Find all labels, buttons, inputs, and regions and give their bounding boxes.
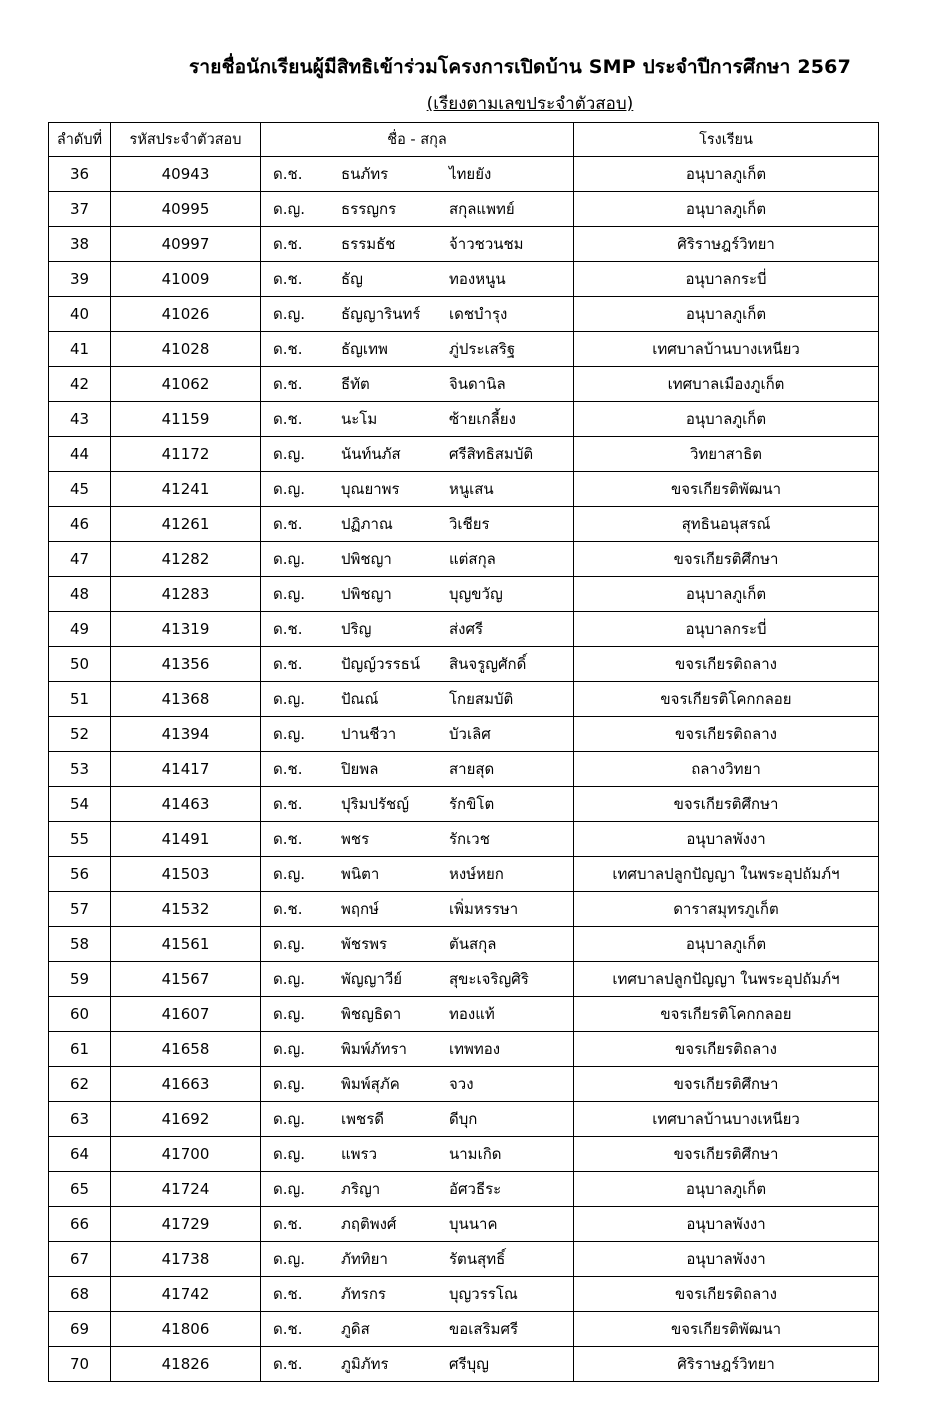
cell-school: อนุบาลพังงา <box>574 822 879 857</box>
cell-exam-id: 41607 <box>111 997 261 1032</box>
last-name: โกยสมบัติ <box>449 690 514 708</box>
last-name: รักเวช <box>449 830 490 848</box>
cell-school: วิทยาสาธิต <box>574 437 879 472</box>
table-row <box>49 962 879 997</box>
last-name: ภู่ประเสริฐ <box>449 340 516 358</box>
first-name: ภัททิยา <box>341 1250 388 1268</box>
first-name: ธรรมธัช <box>341 235 396 253</box>
name-prefix: ด.ญ. <box>273 690 306 708</box>
first-name: พิชญธิดา <box>341 1005 402 1023</box>
cell-school: ขจรเกียรติศึกษา <box>574 1137 879 1172</box>
table-row <box>49 332 879 367</box>
table-row <box>49 997 879 1032</box>
last-name: สกุลแพทย์ <box>449 200 515 218</box>
cell-exam-id: 41283 <box>111 577 261 612</box>
cell-name <box>261 647 574 682</box>
name-prefix: ด.ญ. <box>273 1040 306 1058</box>
cell-name <box>261 927 574 962</box>
table-row <box>49 192 879 227</box>
cell-name <box>261 892 574 927</box>
cell-school: อนุบาลภูเก็ต <box>574 927 879 962</box>
name-prefix: ด.ญ. <box>273 970 306 988</box>
name-prefix: ด.ช. <box>273 410 303 428</box>
cell-exam-id: 41009 <box>111 262 261 297</box>
cell-exam-id: 41729 <box>111 1207 261 1242</box>
cell-no: 57 <box>49 892 111 927</box>
name-prefix: ด.ญ. <box>273 1110 306 1128</box>
cell-exam-id: 41062 <box>111 367 261 402</box>
cell-exam-id: 41368 <box>111 682 261 717</box>
first-name: นันท์นภัส <box>341 445 401 463</box>
first-name: ปริญ <box>341 620 372 638</box>
cell-no: 53 <box>49 752 111 787</box>
cell-school: อนุบาลภูเก็ต <box>574 402 879 437</box>
name-prefix: ด.ช. <box>273 795 303 813</box>
cell-school: เทศบาลปลูกปัญญา ในพระอุปถัมภ์ฯ <box>574 962 879 997</box>
name-prefix: ด.ญ. <box>273 1180 306 1198</box>
cell-exam-id: 41356 <box>111 647 261 682</box>
last-name: ส่งศรี <box>449 620 484 638</box>
cell-school: ขจรเกียรติถลาง <box>574 647 879 682</box>
last-name: ทองหนูน <box>449 270 506 288</box>
last-name: รัตนสุทธิ์ <box>449 1250 506 1268</box>
table-row <box>49 1172 879 1207</box>
cell-exam-id: 41742 <box>111 1277 261 1312</box>
header-no: ลำดับที่ <box>49 123 111 157</box>
name-prefix: ด.ญ. <box>273 1005 306 1023</box>
table-row <box>49 787 879 822</box>
cell-school: เทศบาลปลูกปัญญา ในพระอุปถัมภ์ฯ <box>574 857 879 892</box>
table-body <box>49 157 879 1382</box>
cell-school: สุทธินอนุสรณ์ <box>574 507 879 542</box>
cell-school: ดาราสมุทรภูเก็ต <box>574 892 879 927</box>
table-row <box>49 927 879 962</box>
cell-exam-id: 41028 <box>111 332 261 367</box>
cell-name <box>261 262 574 297</box>
cell-no: 38 <box>49 227 111 262</box>
name-prefix: ด.ช. <box>273 1285 303 1303</box>
cell-name <box>261 787 574 822</box>
first-name: ปุริมปรัชญ์ <box>341 795 410 813</box>
table-row <box>49 157 879 192</box>
first-name: เพชรดี <box>341 1110 384 1128</box>
cell-no: 62 <box>49 1067 111 1102</box>
last-name: เพิ่มหรรษา <box>449 900 519 918</box>
cell-exam-id: 41463 <box>111 787 261 822</box>
last-name: ดีบุก <box>449 1110 478 1128</box>
cell-school: เทศบาลบ้านบางเหนียว <box>574 332 879 367</box>
cell-school: ขจรเกียรติถลาง <box>574 1032 879 1067</box>
cell-no: 69 <box>49 1312 111 1347</box>
cell-school: อนุบาลภูเก็ต <box>574 157 879 192</box>
last-name: ทองแท้ <box>449 1005 495 1023</box>
table-row <box>49 507 879 542</box>
cell-name <box>261 717 574 752</box>
last-name: สายสุด <box>449 760 495 778</box>
first-name: บุณยาพร <box>341 480 400 498</box>
cell-exam-id: 41663 <box>111 1067 261 1102</box>
cell-name <box>261 297 574 332</box>
cell-no: 48 <box>49 577 111 612</box>
cell-exam-id: 41826 <box>111 1347 261 1382</box>
table-row <box>49 1067 879 1102</box>
name-prefix: ด.ญ. <box>273 550 306 568</box>
cell-school: อนุบาลภูเก็ต <box>574 1172 879 1207</box>
page-title-text: รายชื่อนักเรียนผู้มีสิทธิเข้าร่วมโครงการเปิดบ้าน SMP ประจำปีการศึกษา 2567 <box>188 56 852 78</box>
cell-no: 59 <box>49 962 111 997</box>
cell-no: 50 <box>49 647 111 682</box>
table-row <box>49 647 879 682</box>
name-prefix: ด.ญ. <box>273 935 306 953</box>
page-title <box>0 52 936 82</box>
last-name: วิเชียร <box>449 515 490 533</box>
first-name: พนิตา <box>341 865 380 883</box>
name-prefix: ด.ช. <box>273 1320 303 1338</box>
first-name: พิมพ์ภัทรา <box>341 1040 407 1058</box>
last-name: จ้าวชวนชม <box>449 235 524 253</box>
first-name: พิมพ์สุภัค <box>341 1075 400 1093</box>
first-name: นะโม <box>341 410 378 428</box>
last-name: เทพทอง <box>449 1040 501 1058</box>
page-subtitle-text: (เรียงตามเลขประจำตัวสอบ) <box>426 94 634 114</box>
cell-exam-id: 41319 <box>111 612 261 647</box>
cell-exam-id: 41532 <box>111 892 261 927</box>
table-row <box>49 227 879 262</box>
last-name: หงษ์หยก <box>449 865 504 883</box>
cell-name <box>261 1172 574 1207</box>
cell-no: 37 <box>49 192 111 227</box>
name-prefix: ด.ช. <box>273 1355 303 1373</box>
first-name: แพรว <box>341 1145 378 1163</box>
table-row <box>49 1242 879 1277</box>
cell-school: อนุบาลพังงา <box>574 1242 879 1277</box>
cell-no: 44 <box>49 437 111 472</box>
table-row <box>49 857 879 892</box>
cell-exam-id: 41159 <box>111 402 261 437</box>
student-table <box>48 122 879 1382</box>
cell-name <box>261 192 574 227</box>
first-name: ภูมิภัทร <box>341 1355 389 1373</box>
cell-no: 42 <box>49 367 111 402</box>
name-prefix: ด.ญ. <box>273 305 306 323</box>
last-name: ขอเสริมศรี <box>449 1320 519 1338</box>
first-name: ธัญเทพ <box>341 340 388 358</box>
table-row <box>49 682 879 717</box>
last-name: บุญวรรโณ <box>449 1285 518 1303</box>
cell-exam-id: 41261 <box>111 507 261 542</box>
first-name: ปัณณ์ <box>341 690 379 708</box>
cell-school: ขจรเกียรติศึกษา <box>574 787 879 822</box>
header-exam-id: รหัสประจำตัวสอบ <box>111 123 261 157</box>
cell-name <box>261 1032 574 1067</box>
cell-school: ขจรเกียรติโคกกลอย <box>574 997 879 1032</box>
cell-no: 47 <box>49 542 111 577</box>
cell-name <box>261 542 574 577</box>
cell-exam-id: 41692 <box>111 1102 261 1137</box>
first-name: ปฏิภาณ <box>341 515 393 533</box>
cell-exam-id: 41394 <box>111 717 261 752</box>
name-prefix: ด.ช. <box>273 620 303 638</box>
table-row <box>49 367 879 402</box>
cell-school: ถลางวิทยา <box>574 752 879 787</box>
name-prefix: ด.ช. <box>273 515 303 533</box>
cell-name <box>261 367 574 402</box>
first-name: ปานชีวา <box>341 725 397 743</box>
cell-name <box>261 472 574 507</box>
last-name: ไทยยัง <box>449 165 492 183</box>
cell-name <box>261 962 574 997</box>
last-name: สุขะเจริญศิริ <box>449 970 529 988</box>
table-row <box>49 1347 879 1382</box>
table-row <box>49 1102 879 1137</box>
last-name: บุนนาค <box>449 1215 498 1233</box>
cell-no: 40 <box>49 297 111 332</box>
cell-exam-id: 41700 <box>111 1137 261 1172</box>
last-name: รักขิโต <box>449 795 495 813</box>
first-name: ธนภัทร <box>341 165 389 183</box>
cell-name <box>261 157 574 192</box>
cell-no: 52 <box>49 717 111 752</box>
cell-name <box>261 822 574 857</box>
name-prefix: ด.ช. <box>273 1215 303 1233</box>
name-prefix: ด.ญ. <box>273 480 306 498</box>
cell-exam-id: 41658 <box>111 1032 261 1067</box>
table-row <box>49 402 879 437</box>
cell-name <box>261 612 574 647</box>
cell-no: 63 <box>49 1102 111 1137</box>
last-name: แต่สกุล <box>449 550 496 568</box>
cell-name <box>261 1207 574 1242</box>
first-name: พัชรพร <box>341 935 388 953</box>
cell-name <box>261 1312 574 1347</box>
last-name: หนูเสน <box>449 480 494 498</box>
cell-name <box>261 997 574 1032</box>
cell-no: 66 <box>49 1207 111 1242</box>
cell-school: ขจรเกียรติศึกษา <box>574 542 879 577</box>
page-subtitle <box>0 90 936 117</box>
name-prefix: ด.ช. <box>273 375 303 393</box>
cell-school: อนุบาลพังงา <box>574 1207 879 1242</box>
last-name: จินดานิล <box>449 375 506 393</box>
last-name: ศรีบุญ <box>449 1355 489 1373</box>
cell-no: 55 <box>49 822 111 857</box>
cell-exam-id: 41172 <box>111 437 261 472</box>
cell-no: 64 <box>49 1137 111 1172</box>
table-row <box>49 262 879 297</box>
cell-school: ขจรเกียรติถลาง <box>574 717 879 752</box>
cell-no: 51 <box>49 682 111 717</box>
cell-name <box>261 1347 574 1382</box>
first-name: ภริญา <box>341 1180 381 1198</box>
cell-no: 58 <box>49 927 111 962</box>
first-name: ธรรญกร <box>341 200 397 218</box>
cell-school: อนุบาลภูเก็ต <box>574 297 879 332</box>
cell-name <box>261 577 574 612</box>
cell-name <box>261 402 574 437</box>
table-row <box>49 437 879 472</box>
table-row <box>49 297 879 332</box>
name-prefix: ด.ญ. <box>273 585 306 603</box>
cell-exam-id: 41026 <box>111 297 261 332</box>
cell-name <box>261 437 574 472</box>
table-row <box>49 1207 879 1242</box>
cell-no: 41 <box>49 332 111 367</box>
cell-exam-id: 41724 <box>111 1172 261 1207</box>
cell-no: 67 <box>49 1242 111 1277</box>
cell-no: 43 <box>49 402 111 437</box>
name-prefix: ด.ญ. <box>273 200 306 218</box>
cell-name <box>261 1242 574 1277</box>
cell-exam-id: 41567 <box>111 962 261 997</box>
cell-exam-id: 40943 <box>111 157 261 192</box>
cell-school: อนุบาลภูเก็ต <box>574 577 879 612</box>
header-name: ชื่อ - สกุล <box>261 123 574 157</box>
table-row <box>49 717 879 752</box>
last-name: บุญขวัญ <box>449 585 503 603</box>
first-name: พัญญาวีย์ <box>341 970 403 988</box>
cell-no: 45 <box>49 472 111 507</box>
cell-school: ศิริราษฎร์วิทยา <box>574 227 879 262</box>
cell-name <box>261 1102 574 1137</box>
first-name: ปิยพล <box>341 760 379 778</box>
first-name: พฤกษ์ <box>341 900 379 918</box>
cell-exam-id: 40995 <box>111 192 261 227</box>
cell-school: ขจรเกียรติพัฒนา <box>574 472 879 507</box>
cell-school: ขจรเกียรติถลาง <box>574 1277 879 1312</box>
cell-name <box>261 1277 574 1312</box>
first-name: ธัญ <box>341 270 363 288</box>
first-name: พชร <box>341 830 370 848</box>
name-prefix: ด.ช. <box>273 165 303 183</box>
table-row <box>49 1277 879 1312</box>
cell-name <box>261 507 574 542</box>
first-name: ภัทรกร <box>341 1285 386 1303</box>
table-row <box>49 577 879 612</box>
cell-school: เทศบาลเมืองภูเก็ต <box>574 367 879 402</box>
cell-no: 65 <box>49 1172 111 1207</box>
first-name: ปพิชญา <box>341 550 392 568</box>
name-prefix: ด.ญ. <box>273 865 306 883</box>
name-prefix: ด.ญ. <box>273 1250 306 1268</box>
name-prefix: ด.ช. <box>273 270 303 288</box>
name-prefix: ด.ช. <box>273 900 303 918</box>
name-prefix: ด.ช. <box>273 760 303 778</box>
cell-no: 61 <box>49 1032 111 1067</box>
name-prefix: ด.ญ. <box>273 1145 306 1163</box>
table-row <box>49 1032 879 1067</box>
last-name: อัศวธีระ <box>449 1180 502 1198</box>
name-prefix: ด.ญ. <box>273 1075 306 1093</box>
last-name: ซ้ายเกลี้ยง <box>449 410 516 428</box>
table-row <box>49 1137 879 1172</box>
cell-no: 60 <box>49 997 111 1032</box>
cell-exam-id: 41806 <box>111 1312 261 1347</box>
cell-no: 70 <box>49 1347 111 1382</box>
cell-name <box>261 857 574 892</box>
last-name: สินจรูญศักดิ์ <box>449 655 527 673</box>
last-name: นามเกิด <box>449 1145 502 1163</box>
cell-school: อนุบาลกระบี่ <box>574 612 879 647</box>
cell-exam-id: 41561 <box>111 927 261 962</box>
cell-exam-id: 41738 <box>111 1242 261 1277</box>
last-name: เดชบำรุง <box>449 305 508 323</box>
table-row <box>49 752 879 787</box>
cell-name <box>261 752 574 787</box>
cell-no: 36 <box>49 157 111 192</box>
first-name: ปพิชญา <box>341 585 392 603</box>
name-prefix: ด.ช. <box>273 235 303 253</box>
table-row <box>49 542 879 577</box>
cell-no: 49 <box>49 612 111 647</box>
table-row <box>49 1312 879 1347</box>
name-prefix: ด.ช. <box>273 655 303 673</box>
first-name: ปัญญ์วรรธน์ <box>341 655 421 673</box>
cell-no: 56 <box>49 857 111 892</box>
cell-exam-id: 40997 <box>111 227 261 262</box>
cell-no: 46 <box>49 507 111 542</box>
cell-name <box>261 1137 574 1172</box>
cell-exam-id: 41491 <box>111 822 261 857</box>
last-name: ศรีสิทธิสมบัติ <box>449 445 534 463</box>
cell-school: ขจรเกียรติศึกษา <box>574 1067 879 1102</box>
cell-name <box>261 332 574 367</box>
cell-name <box>261 682 574 717</box>
table-row <box>49 472 879 507</box>
cell-name <box>261 1067 574 1102</box>
cell-school: เทศบาลบ้านบางเหนียว <box>574 1102 879 1137</box>
cell-school: ศิริราษฎร์วิทยา <box>574 1347 879 1382</box>
first-name: ภูดิส <box>341 1320 370 1338</box>
name-prefix: ด.ญ. <box>273 725 306 743</box>
cell-exam-id: 41503 <box>111 857 261 892</box>
table-row <box>49 892 879 927</box>
cell-exam-id: 41241 <box>111 472 261 507</box>
cell-school: อนุบาลภูเก็ต <box>574 192 879 227</box>
cell-school: อนุบาลกระบี่ <box>574 262 879 297</box>
cell-no: 68 <box>49 1277 111 1312</box>
table-row <box>49 822 879 857</box>
cell-exam-id: 41417 <box>111 752 261 787</box>
table-row <box>49 612 879 647</box>
last-name: บัวเลิศ <box>449 725 491 743</box>
cell-school: ขจรเกียรติโคกกลอย <box>574 682 879 717</box>
first-name: ภฤติพงศ์ <box>341 1215 397 1233</box>
name-prefix: ด.ญ. <box>273 445 306 463</box>
last-name: ตันสกุล <box>449 935 497 953</box>
last-name: จวง <box>449 1075 474 1093</box>
cell-school: ขจรเกียรติพัฒนา <box>574 1312 879 1347</box>
first-name: ธีทัต <box>341 375 370 393</box>
first-name: ธัญญารินทร์ <box>341 305 421 323</box>
name-prefix: ด.ช. <box>273 830 303 848</box>
header-school: โรงเรียน <box>574 123 879 157</box>
table-header-row <box>49 123 879 157</box>
cell-exam-id: 41282 <box>111 542 261 577</box>
name-prefix: ด.ช. <box>273 340 303 358</box>
cell-no: 39 <box>49 262 111 297</box>
cell-name <box>261 227 574 262</box>
cell-no: 54 <box>49 787 111 822</box>
